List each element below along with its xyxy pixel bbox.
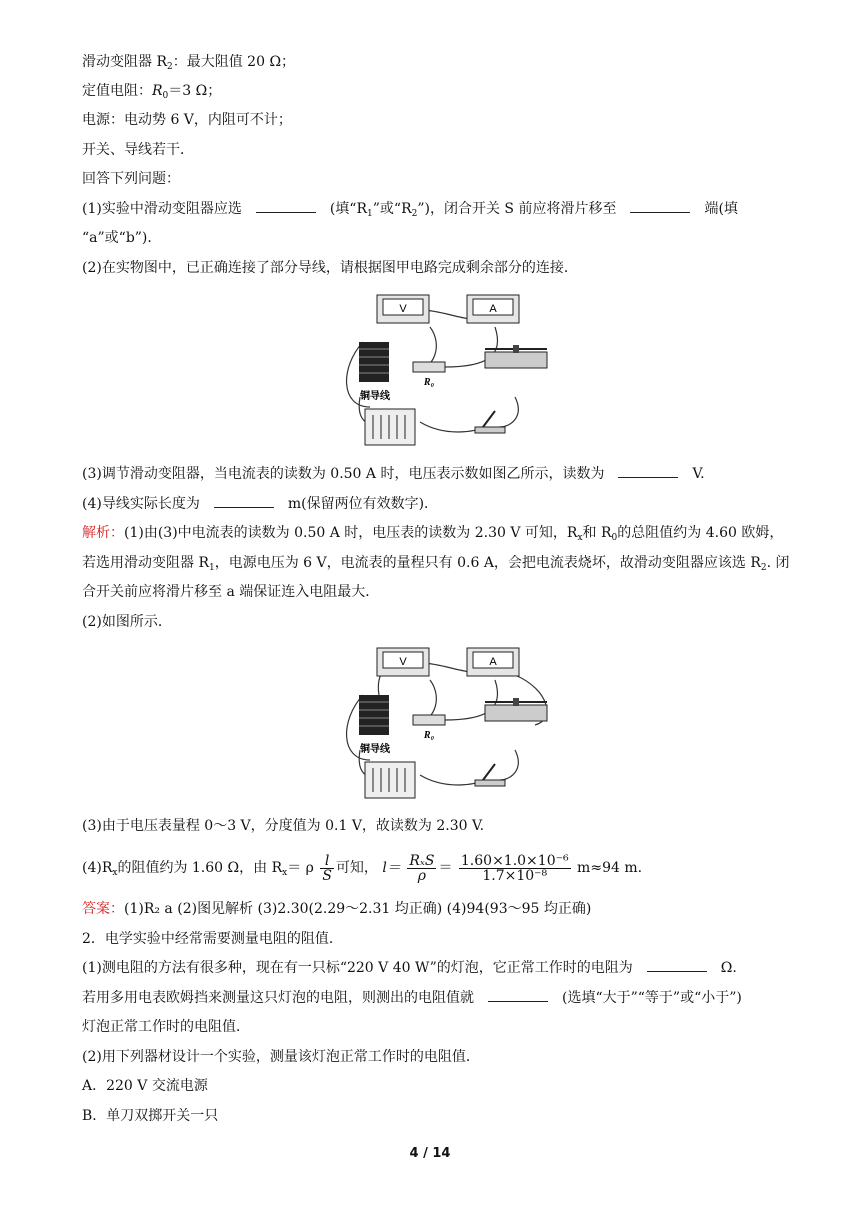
option-b: B．单刀双掷开关一只 <box>82 1108 219 1124</box>
blank-1[interactable] <box>256 200 316 213</box>
line-switch-wires: 开关、导线若干． <box>82 142 194 158</box>
solution-5: (3)由于电压表量程 0～3 V，分度值为 0.1 V，故读数为 2.30 V. <box>82 818 485 834</box>
line-power-source: 电源：电动势 6 V，内阻可不计； <box>82 112 292 128</box>
problem-2-q1: (1)测电阻的方法有很多种，现在有一只标“220 V 40 W”的灯泡，它正常工作时的电阻为 Ω. <box>82 960 737 976</box>
voltmeter <box>377 295 429 323</box>
blank-6[interactable] <box>488 989 548 1002</box>
knife-switch <box>475 411 505 433</box>
voltmeter-2 <box>377 648 429 676</box>
problem-2-q1-end: 灯泡正常工作时的电阻值． <box>82 1019 250 1035</box>
battery <box>365 409 415 445</box>
copper-label-2: 铜导线 <box>360 744 390 755</box>
problem-2-q1-cont: 若用多用电表欧姆挡来测量这只灯泡的电阻，则测出的电阻值就 (选填“大于”“等于”或“小于”) <box>82 990 742 1006</box>
rheostat <box>485 345 547 368</box>
blank-3[interactable] <box>618 465 678 478</box>
battery-2 <box>365 762 415 798</box>
problem-2-q2: (2)用下列器材设计一个实验，测量该灯泡正常工作时的电阻值． <box>82 1049 480 1065</box>
resistor-label-2: R₀ <box>423 730 435 741</box>
fraction-RS-over-rho: $\frac{\text{RₓS}}{\rho}$ <box>409 852 435 884</box>
rheostat-2 <box>485 698 547 721</box>
fraction-numeric: $\frac{\text{1.60×1.0×10⁻⁶}}{\text{1.7×10⁻⁸}}$ <box>460 852 569 884</box>
circuit-figure-1 <box>335 287 565 452</box>
problem-2: 2．电学实验中经常需要测量电阻的阻值． <box>82 931 343 947</box>
resistor-label: R₀ <box>423 377 435 388</box>
fraction-l-over-S: $\frac{l}{S}$ <box>322 852 332 884</box>
option-a: A．220 V 交流电源 <box>82 1078 208 1094</box>
copper-coil-2 <box>359 695 391 755</box>
solution-4: (2)如图所示． <box>82 614 172 630</box>
fixed-resistor-2 <box>413 715 445 741</box>
ammeter-label-2: A <box>489 656 497 668</box>
ammeter-label: A <box>489 303 497 315</box>
knife-switch-2 <box>475 764 505 786</box>
solution-2: 若选用滑动变阻器 $R_1$，电源电压为 6 V，电流表的量程只有 0.6 A，会把电流表烧坏，故滑动变阻器应该选 $R_2$. 闭 <box>82 555 790 573</box>
blank-4[interactable] <box>214 495 274 508</box>
question-4: (4)导线实际长度为 m(保留两位有效数字)． <box>82 496 439 512</box>
fixed-resistor <box>413 362 445 388</box>
answer-line: 答案：(1)R₂ a (2)图见解析 (3)2.30(2.29～2.31 均正确) (4)94(93～95 均正确) <box>82 901 592 917</box>
line-rheostat: 滑动变阻器 $R_2$：最大阻值 20 Ω； <box>82 54 296 72</box>
line-answer-prompt: 回答下列问题： <box>82 171 180 187</box>
ammeter <box>467 295 519 323</box>
copper-label: 铜导线 <box>360 391 390 402</box>
page-number: 4 / 14 <box>409 1146 451 1161</box>
question-1-cont: “a”或“b”)． <box>82 230 162 246</box>
question-3: (3)调节滑动变阻器，当电流表的读数为 0.50 A 时，电压表示数如图乙所示，读数为 V. <box>82 466 705 482</box>
voltmeter-label: V <box>399 303 407 315</box>
question-1: (1)实验中滑动变阻器应选 (填“$R_1$”或“$R_2$”)，闭合开关 S 前应将滑片移至 端(填 <box>82 201 738 219</box>
voltmeter-label-2: V <box>399 656 407 668</box>
blank-5[interactable] <box>647 959 707 972</box>
copper-coil <box>359 342 391 402</box>
question-2: (2)在实物图中，已正确连接了部分导线，请根据图甲电路完成剩余部分的连接． <box>82 260 578 276</box>
blank-2[interactable] <box>630 200 690 213</box>
ammeter-2 <box>467 648 519 676</box>
line-fixed-resistor: 定值电阻：$R_0=3$ Ω； <box>82 83 222 101</box>
solution-6: $(4)R_x$的阻值约为 1.60 Ω，由 $R_x= \rho$ $\frac{l}{S}$ 可知， l＝ $\frac{\text{RₓS}}{\rho}$ ＝ $\frac{\text{1.60×1.0×10⁻⁶}}{\text{1.7×10⁻⁸}}$ m≈94 m. <box>82 852 643 884</box>
solution-3: 合开关前应将滑片移至 a 端保证连入电阻最大． <box>82 584 380 600</box>
solution-1: 解析：(1)由(3)中电流表的读数为 0.50 A 时，电压表的读数为 2.30 V 可知，$R_x$和 $R_0$的总阻值约为 4.60 欧姆， <box>82 525 784 543</box>
circuit-figure-2 <box>335 640 565 810</box>
